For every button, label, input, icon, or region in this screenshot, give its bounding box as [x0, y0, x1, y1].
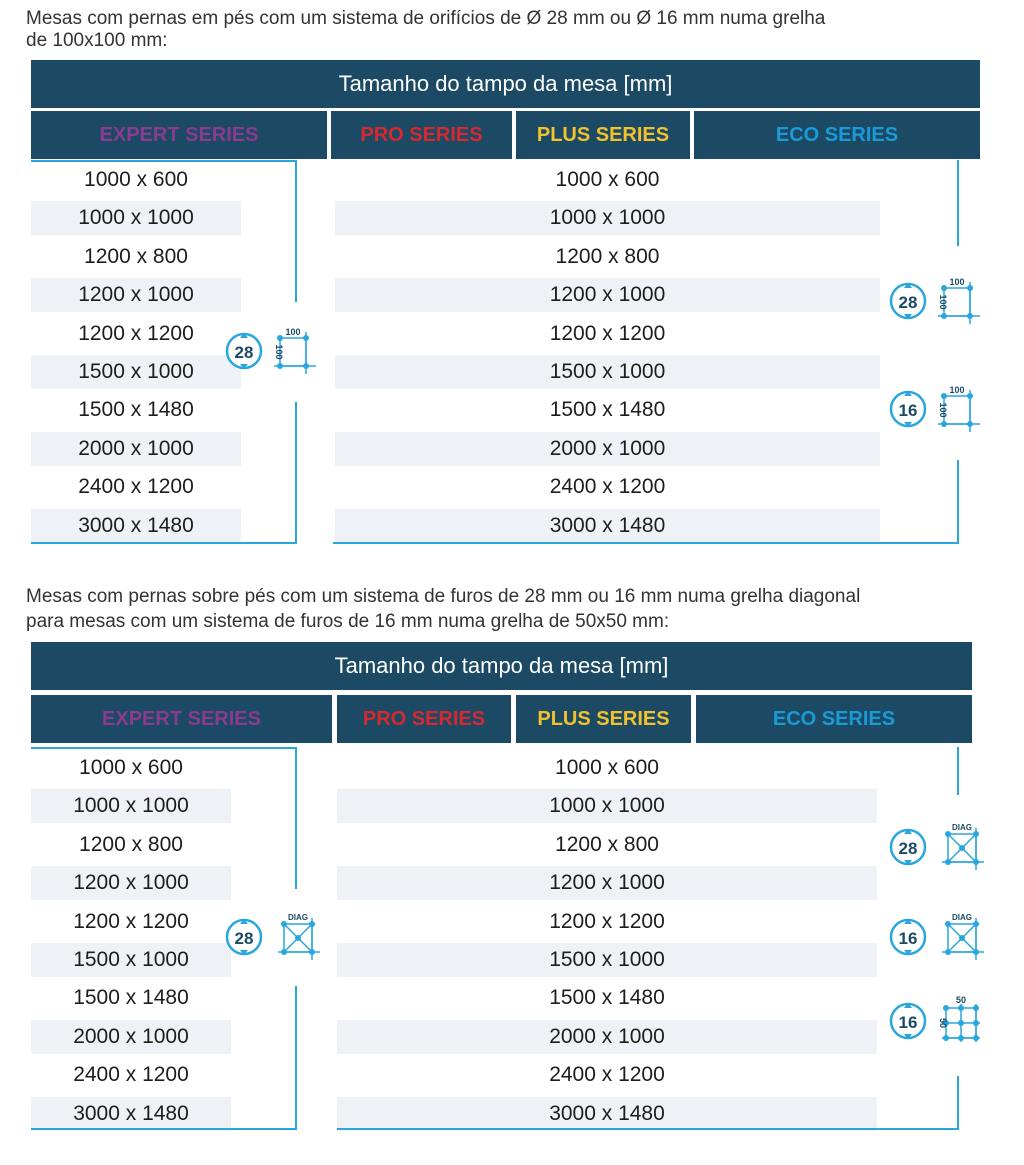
section1-header-pro: PRO SERIES	[331, 111, 512, 159]
table-row: 1500 x 1480	[549, 398, 666, 422]
s1-expert-bracket-upper	[295, 160, 297, 302]
s2-eco-diag-badge-16	[888, 910, 988, 964]
table-row: 2400 x 1200	[549, 475, 666, 499]
table-row: 1000 x 1000	[31, 201, 241, 235]
grid-side-label: 100	[274, 344, 284, 360]
grid-side-label: 100	[938, 294, 948, 310]
hole-size-label: 28	[234, 343, 254, 362]
s2-eco-diag-badge-28	[888, 820, 988, 874]
s1-eco-bracket-lower	[957, 460, 959, 544]
table-row: 2000 x 1000	[31, 1020, 231, 1054]
table-row: 1200 x 1000	[337, 866, 877, 900]
hole-size-label: 16	[898, 401, 918, 420]
grid-side-label: 100	[938, 402, 948, 418]
grid-top-label: 50	[955, 995, 967, 1005]
table-row: 1200 x 1000	[335, 278, 880, 312]
table-row: 1500 x 1480	[73, 986, 189, 1010]
table-row: 1200 x 800	[555, 244, 660, 268]
s1-expert-bracket-top	[31, 160, 297, 162]
s2-expert-bracket-top	[31, 747, 297, 749]
s2-eco-grid-badge-50	[888, 994, 988, 1048]
table-row: 2400 x 1200	[549, 1063, 665, 1087]
table-row: 3000 x 1480	[31, 1097, 231, 1131]
grid-side-label: 50	[938, 1017, 948, 1029]
section1-intro-line1: Mesas com pernas em pés com um sistema de orifícios de Ø 28 mm ou Ø 16 mm numa grelha	[26, 8, 826, 29]
section2-header-expert: EXPERT SERIES	[31, 695, 332, 743]
grid-type-label: DIAG	[952, 823, 972, 832]
table-row: 2000 x 1000	[335, 432, 880, 466]
table-row: 2000 x 1000	[31, 432, 241, 466]
table-row: 1500 x 1000	[335, 355, 880, 389]
s1-right-bracket-bottom	[333, 542, 959, 544]
grid-top-label: 100	[949, 277, 965, 287]
table-row: 3000 x 1480	[335, 509, 880, 543]
hole-diameter-icon	[891, 283, 925, 319]
s1-eco-grid-badge-28	[888, 274, 984, 328]
table-row: 3000 x 1480	[337, 1097, 877, 1131]
s2-expert-diag-badge	[224, 910, 324, 964]
hole-diameter-icon	[891, 391, 925, 427]
section2-header-pro: PRO SERIES	[337, 695, 511, 743]
table-row: 1000 x 1000	[31, 789, 231, 823]
hole-diameter-icon	[891, 919, 925, 955]
table-row: 1000 x 1000	[337, 789, 877, 823]
table-row: 1200 x 800	[79, 832, 183, 856]
section1-banner: Tamanho do tampo da mesa [mm]	[31, 60, 980, 108]
table-row: 1000 x 600	[84, 168, 188, 191]
section2-header-plus: PLUS SERIES	[516, 695, 691, 743]
table-row: 1200 x 1200	[549, 909, 665, 933]
grid-top-label: 100	[285, 327, 301, 337]
section1-intro-line2: de 100x100 mm:	[26, 30, 168, 51]
table-row: 1200 x 1200	[73, 909, 189, 933]
hole-size-label: 16	[898, 1013, 918, 1032]
s2-eco-bracket-upper	[957, 747, 959, 795]
s1-expert-bracket-lower	[295, 402, 297, 544]
s1-eco-grid-badge-16	[888, 382, 984, 436]
hole-size-label: 28	[898, 839, 918, 858]
grid-type-label: DIAG	[288, 913, 308, 922]
section1-header-expert: EXPERT SERIES	[31, 111, 327, 159]
s1-expert-grid-badge	[224, 324, 320, 378]
table-row: 1200 x 800	[84, 244, 188, 268]
hole-diameter-icon	[891, 829, 925, 865]
hole-size-label: 16	[898, 929, 918, 948]
hole-diameter-icon	[227, 919, 261, 955]
table-row: 1500 x 1000	[337, 943, 877, 977]
section2-header-eco: ECO SERIES	[696, 695, 972, 743]
table-row: 1500 x 1000	[31, 355, 241, 389]
hole-size-label: 28	[898, 293, 918, 312]
hole-diameter-icon	[227, 333, 261, 369]
s2-expert-bracket-upper	[295, 747, 297, 889]
section2-banner: Tamanho do tampo da mesa [mm]	[31, 642, 972, 690]
section2-intro-line2: para mesas com um sistema de furos de 16 mm numa grelha de 50x50 mm:	[26, 611, 670, 632]
table-row: 1000 x 600	[555, 756, 659, 779]
table-row: 2000 x 1000	[337, 1020, 877, 1054]
table-row: 1500 x 1480	[549, 986, 665, 1010]
table-row: 2400 x 1200	[73, 1063, 189, 1087]
table-row: 3000 x 1480	[31, 509, 241, 543]
table-row: 1200 x 1200	[549, 321, 666, 345]
table-row: 1200 x 1000	[31, 866, 231, 900]
table-row: 2400 x 1200	[78, 475, 194, 499]
table-row: 1000 x 1000	[335, 201, 880, 235]
s2-expert-bracket-bottom	[31, 1128, 297, 1130]
table-row: 1500 x 1480	[78, 398, 194, 422]
table-row: 1200 x 1200	[78, 321, 194, 345]
table-row: 1200 x 800	[555, 832, 659, 856]
s1-eco-bracket-upper	[957, 160, 959, 246]
grid-top-label: 100	[949, 385, 965, 395]
table-row: 1000 x 600	[555, 168, 660, 191]
section1-header-plus: PLUS SERIES	[516, 111, 690, 159]
s1-expert-bracket-bottom	[31, 542, 297, 544]
s2-eco-bracket-lower	[957, 1076, 959, 1130]
s2-expert-bracket-lower	[295, 986, 297, 1130]
s2-right-bracket-bottom	[337, 1128, 959, 1130]
section1-header-eco: ECO SERIES	[694, 111, 980, 159]
table-row: 1200 x 1000	[31, 278, 241, 312]
hole-size-label: 28	[234, 929, 254, 948]
grid-type-label: DIAG	[952, 913, 972, 922]
table-row: 1000 x 600	[79, 756, 183, 779]
table-row: 1500 x 1000	[31, 943, 231, 977]
hole-diameter-icon	[891, 1003, 925, 1039]
section2-intro-line1: Mesas com pernas sobre pés com um sistema de furos de 28 mm ou 16 mm numa grelha diagonal	[26, 586, 861, 607]
